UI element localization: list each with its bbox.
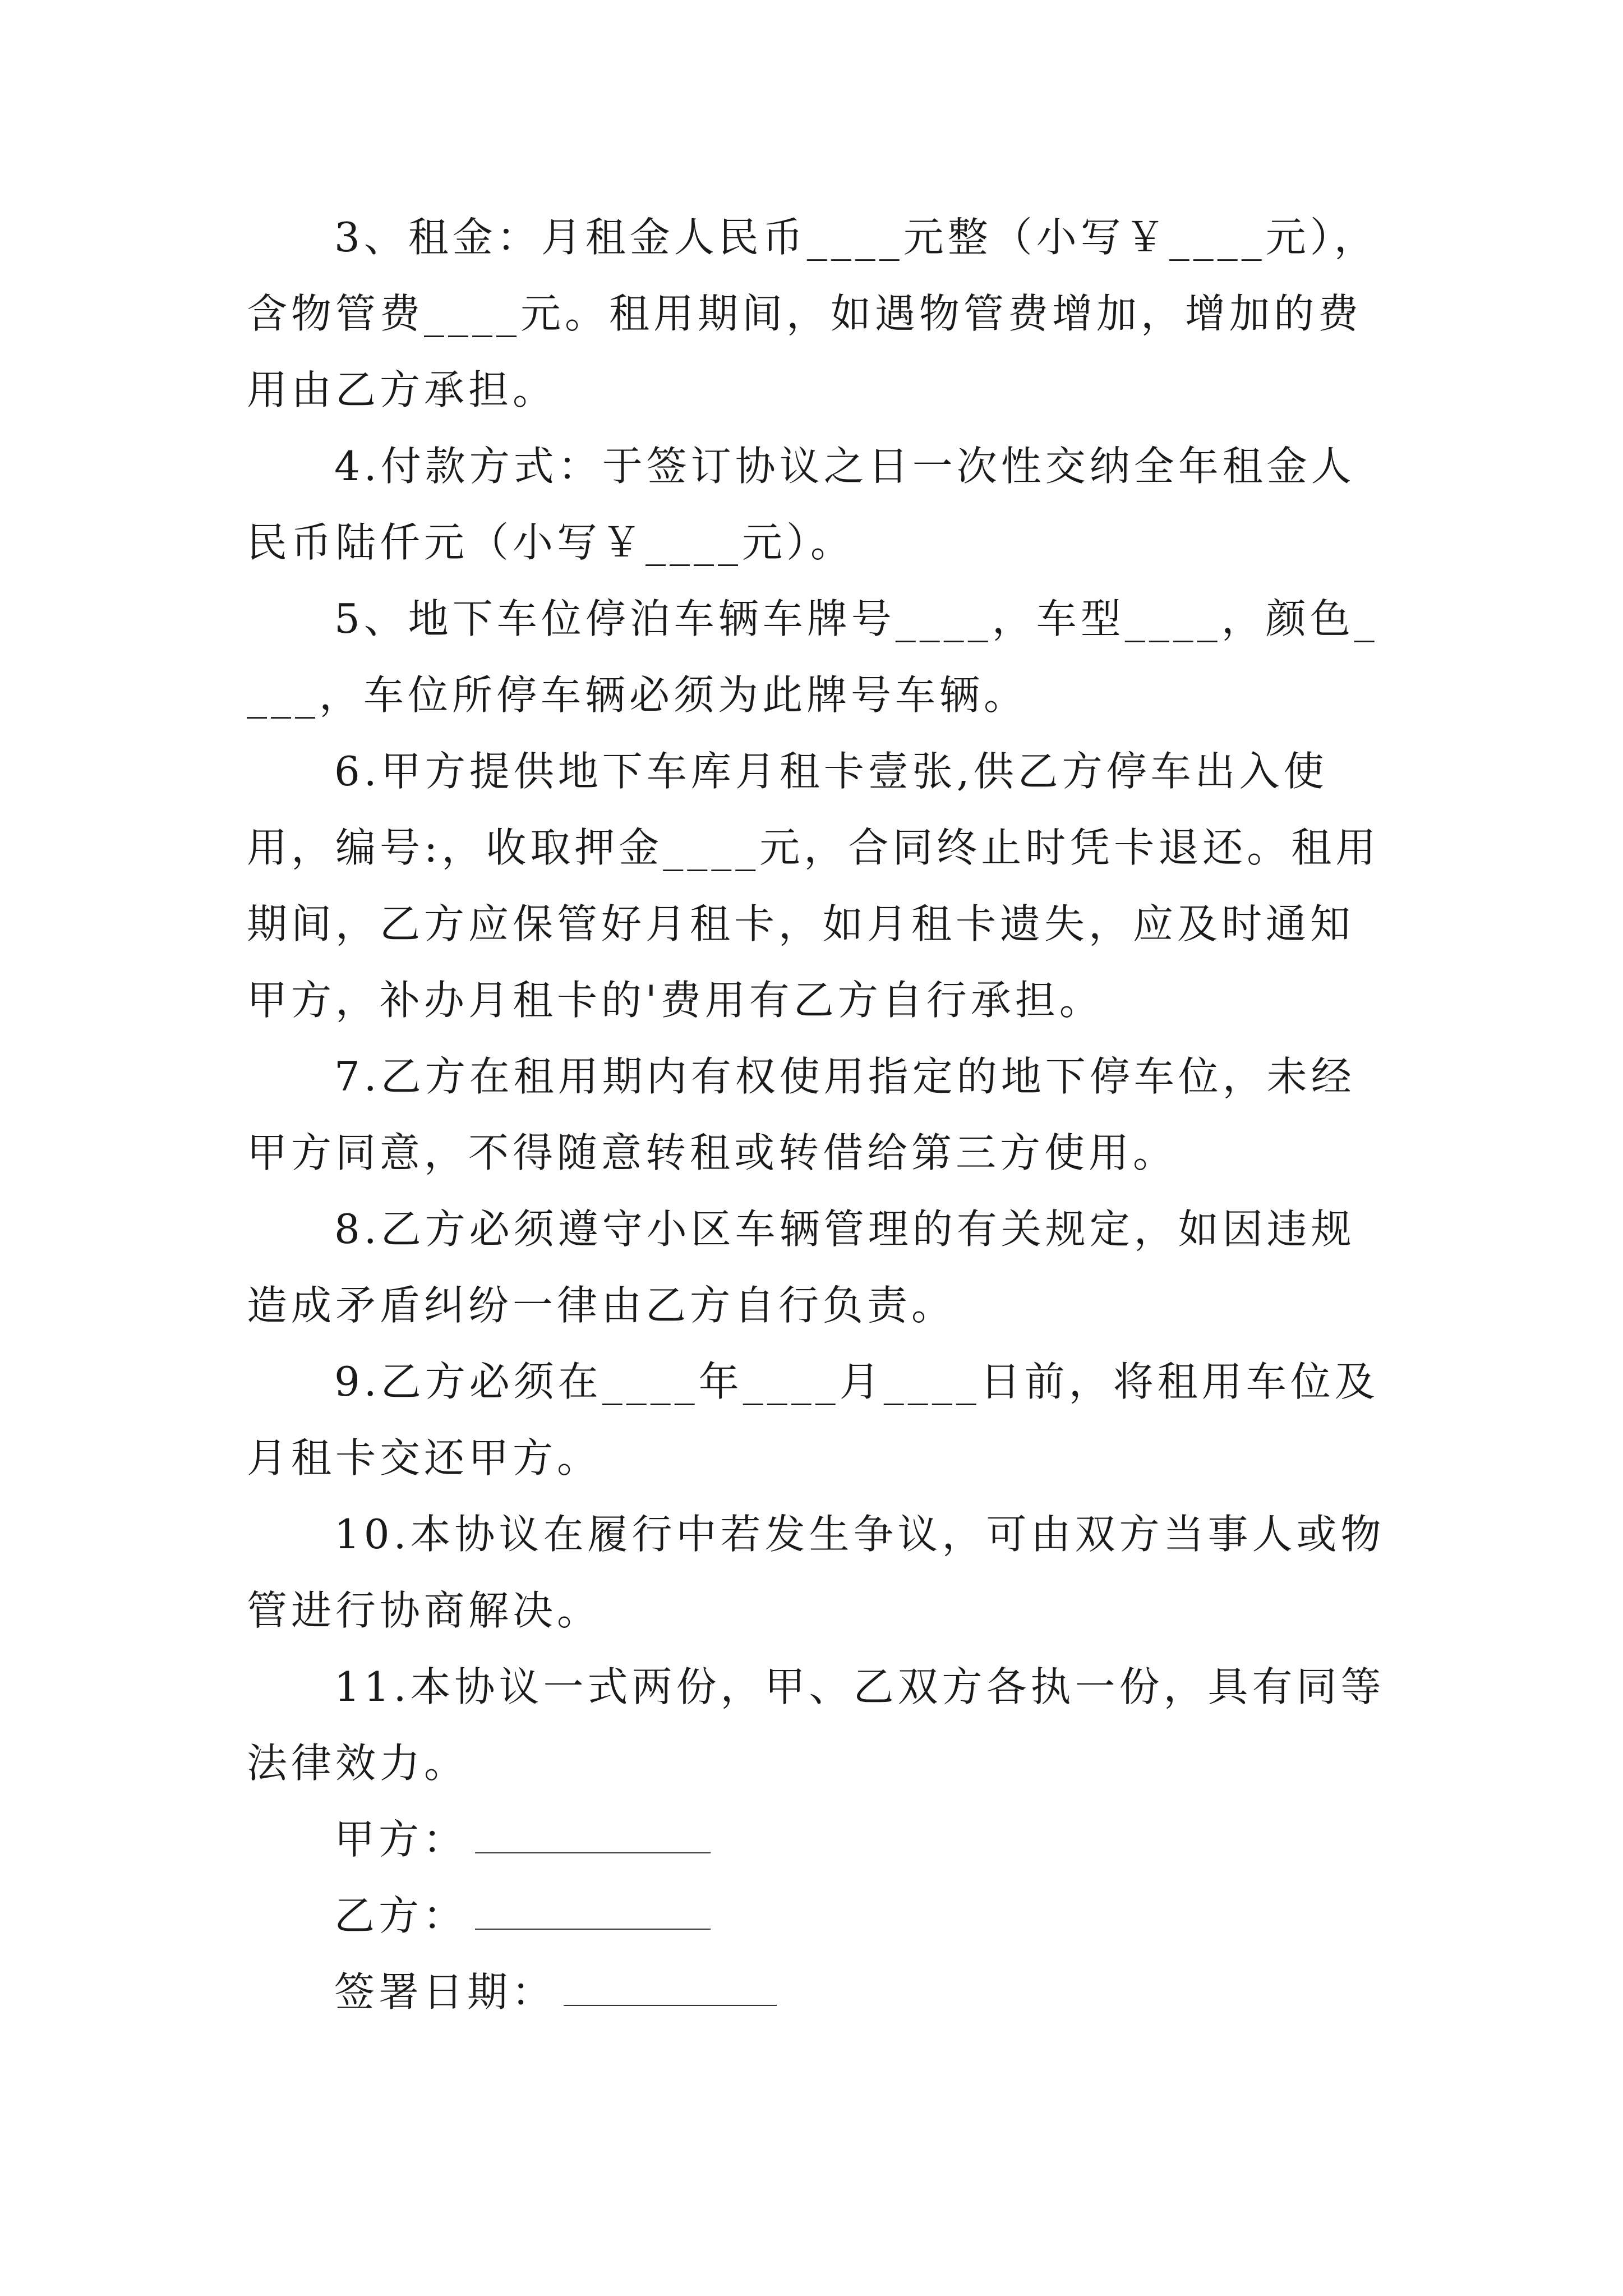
- party-b-signature: [334, 1878, 711, 1954]
- clause-5-vehicle: 5、地下车位停泊车辆车牌号____，车型____，颜色____，车位所停车辆必须为此牌号车辆。: [247, 595, 1378, 719]
- clause-10-disputes: 10.本协议在履行中若发生争议，可由双方当事人或物管进行协商解决。: [247, 1511, 1385, 1634]
- clause-11-copies: 11.本协议一式两份，甲、乙双方各执一份，具有同等法律效力。: [247, 1663, 1385, 1787]
- clause-9-return: 9.乙方必须在____年____月____日前，将租用车位及月租卡交还甲方。: [247, 1358, 1379, 1481]
- party-b-blank: [475, 1895, 711, 1930]
- sign-date: [334, 1954, 777, 2030]
- clause-6-parking-card: 6.甲方提供地下车库月租卡壹张,供乙方停车出入使用，编号:，收取押金____元，合同终止时凭卡退还。租用期间，乙方应保管好月租卡，如月租卡遗失，应及时通知甲方，补办月租卡的'费用有乙方自行承担。: [247, 748, 1380, 1024]
- sign-date-blank: [564, 1971, 777, 2006]
- clause-3-rent: 3、租金：月租金人民币____元整（小写￥____元），含物管费____元。租用期间，如遇物管费增加，增加的费用由乙方承担。: [247, 214, 1378, 413]
- sign-date-label: 签署日期：: [334, 1968, 556, 2016]
- clause-7-usage-right: 7.乙方在租用期内有权使用指定的地下停车位，未经甲方同意，不得随意转租或转借给第三方使用。: [247, 1053, 1355, 1176]
- party-a-signature: [334, 1801, 711, 1878]
- party-a-label: 甲方：: [334, 1816, 468, 1863]
- clause-4-payment: 4.付款方式：于签订协议之日一次性交纳全年租金人民币陆仟元（小写￥____元）。: [247, 443, 1355, 566]
- clause-8-regulations: 8.乙方必须遵守小区车辆管理的有关规定，如因违规造成矛盾纠纷一律由乙方自行负责。: [247, 1205, 1355, 1329]
- party-b-label: 乙方：: [334, 1892, 468, 1939]
- party-a-blank: [475, 1819, 711, 1853]
